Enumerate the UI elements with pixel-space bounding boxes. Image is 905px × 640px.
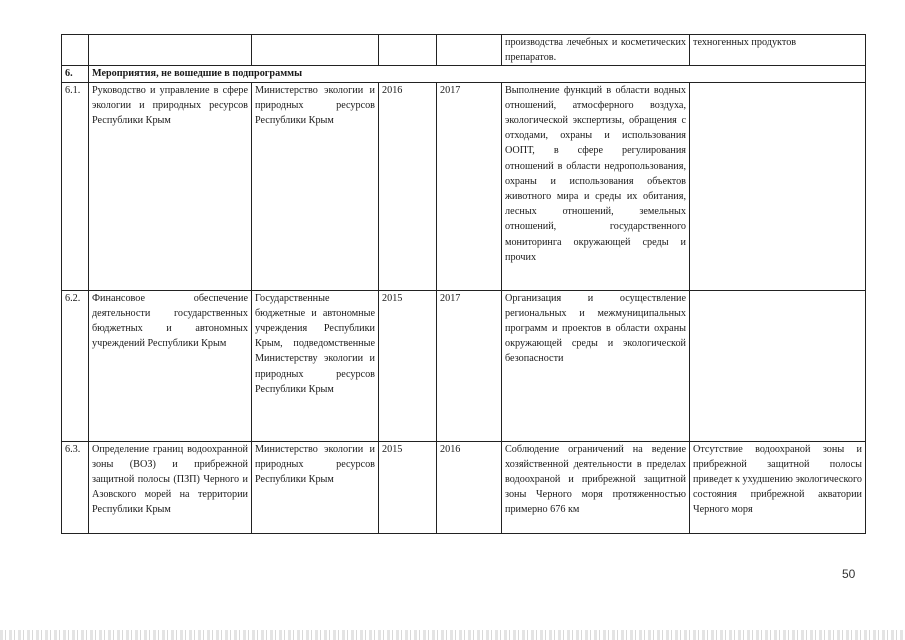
cell-consequence (690, 290, 866, 441)
cell-executor: Государственные бюджетные и автономные учреждения Республики Крым, подведомственные Министерству экологии и природных ресурсов Республики Крым (252, 290, 379, 441)
cell-measure-name: Определение границ водоохранной зоны (ВОЗ) и прибрежной защитной полосы (ПЗП) Черного и Азовского морей на территории Республики Крым (89, 441, 252, 533)
cell-end-year: 2017 (437, 82, 502, 290)
cell-result: Соблюдение ограничений на ведение хозяйственной деятельности в пределах водоохраной и прибрежной защитной зоны Черного моря протяженностью примерно 676 км (502, 441, 690, 533)
cell-consequence: техногенных продуктов (690, 35, 866, 66)
cell-start-year: 2015 (379, 441, 437, 533)
row-number: 6.1. (62, 82, 89, 290)
table-row (62, 35, 866, 66)
cell-empty (437, 35, 502, 66)
scan-edge-noise (0, 630, 905, 640)
cell-start-year: 2015 (379, 290, 437, 441)
cell-executor: Министерство экологии и природных ресурсов Республики Крым (252, 441, 379, 533)
cell-result: Организация и осуществление региональных и межмуниципальных программ и проектов в области охраны окружающей среды и экологической безопасности (502, 290, 690, 441)
cell-empty (252, 35, 379, 66)
cell-empty (62, 35, 89, 66)
cell-executor: Министерство экологии и природных ресурсов Республики Крым (252, 82, 379, 290)
section-row (62, 66, 866, 82)
cell-measure-name: Руководство и управление в сфере экологии и природных ресурсов Республики Крым (89, 82, 252, 290)
cell-measure-name: Финансовое обеспечение деятельности государственных бюджетных и автономных учреждений Республики Крым (89, 290, 252, 441)
row-number: 6.2. (62, 290, 89, 441)
cell-empty (89, 35, 252, 66)
program-table (61, 34, 866, 534)
row-number: 6.3. (62, 441, 89, 533)
cell-empty (379, 35, 437, 66)
cell-end-year: 2017 (437, 290, 502, 441)
table-row (62, 441, 866, 533)
cell-end-year: 2016 (437, 441, 502, 533)
section-title: Мероприятия, не вошедшие в подпрограммы (89, 66, 866, 82)
table-row (62, 82, 866, 290)
table-row (62, 290, 866, 441)
cell-result: производства лечебных и косметических препаратов. (502, 35, 690, 66)
cell-consequence (690, 82, 866, 290)
cell-consequence: Отсутствие водоохраной зоны и прибрежной защитной полосы приведет к ухудшению экологического состояния прибрежной акватории Черного моря (690, 441, 866, 533)
cell-result: Выполнение функций в области водных отношений, атмосферного воздуха, экологической экспертизы, обращения с отходами, охраны и использования ООПТ, в сфере регулирования отношений в области недропользования, охраны и использования объектов животного мира и среды их обитания, лесных отношений, земельных отношений, государственного мониторинга окружающей среды и прочих (502, 82, 690, 290)
page-number: 50 (842, 567, 856, 581)
section-number: 6. (62, 66, 89, 82)
cell-start-year: 2016 (379, 82, 437, 290)
